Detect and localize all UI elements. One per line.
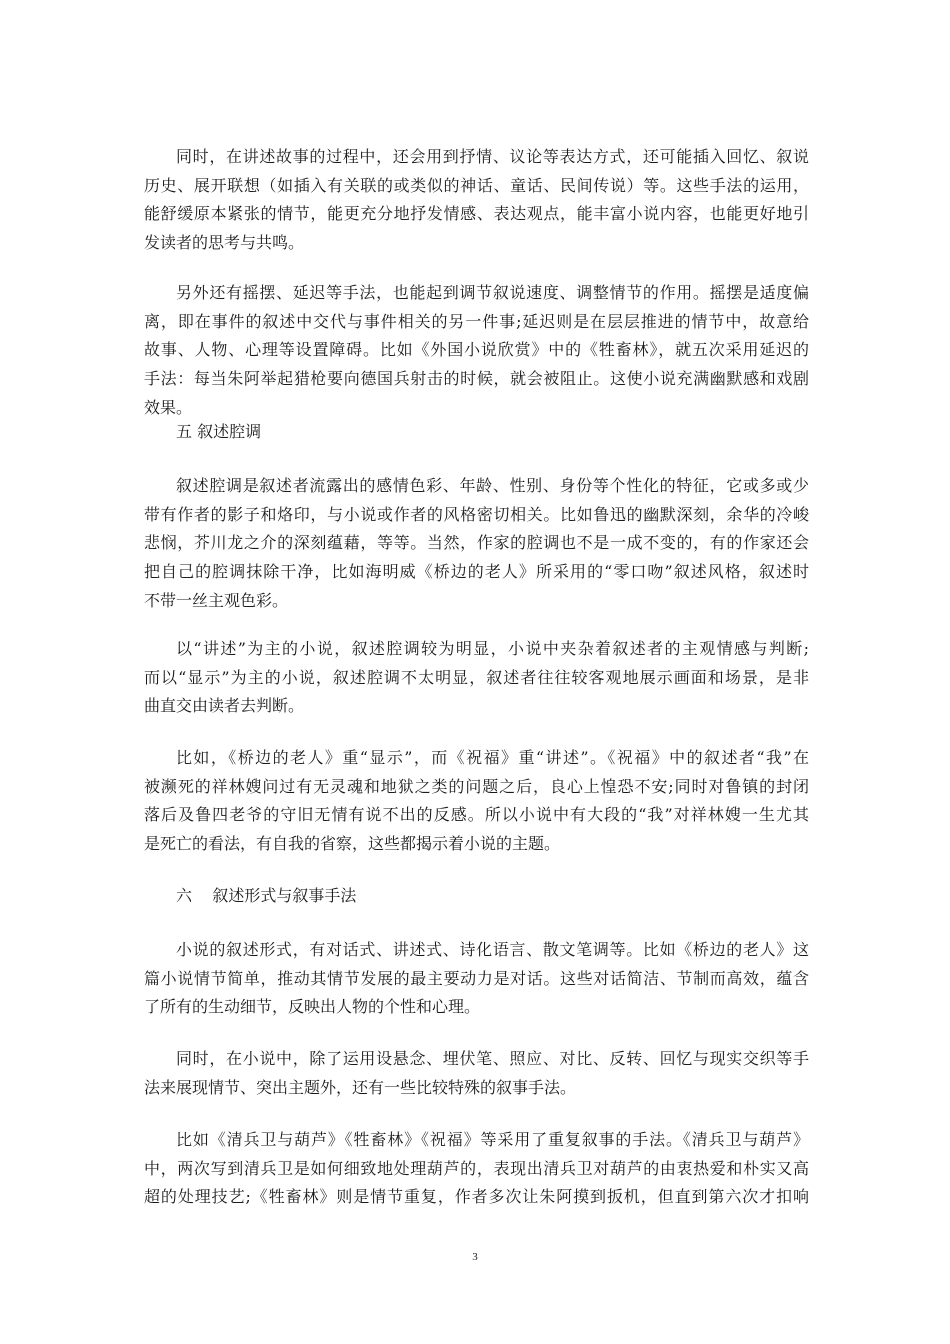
paragraph-line: 而以“显示”为主的小说，叙述腔调不太明显，叙述者往往较客观地展示画面和场景，是非: [144, 667, 809, 687]
paragraph-line: 把自己的腔调抹除干净，比如海明威《桥边的老人》所采用的“零口吻”叙述风格，叙述时: [144, 562, 809, 582]
paragraph-line: 法来展现情节、突出主题外，还有一些比较特殊的叙事手法。: [144, 1077, 577, 1097]
paragraph-line: 了所有的生动细节，反映出人物的个性和心理。: [144, 997, 481, 1017]
paragraph-5: [144, 744, 809, 859]
paragraph-line: 故事、人物、心理等设置障碍。比如《外国小说欣赏》中的《牲畜林》，就五次采用延迟的: [144, 340, 809, 360]
paragraph-line: 历史、展开联想（如插入有关联的或类似的神话、童话、民间传说）等。这些手法的运用，: [144, 175, 809, 195]
paragraph-1: [144, 143, 809, 258]
paragraph-line: 小说的叙述形式，有对话式、讲述式、诗化语言、散文笔调等。比如《桥边的老人》这: [176, 940, 809, 959]
paragraph-line: 是死亡的看法，有自我的省察，这些都揭示着小说的主题。: [144, 834, 561, 854]
paragraph-line: 以“讲述”为主的小说，叙述腔调较为明显，小说中夹杂着叙述者的主观情感与判断;: [176, 639, 809, 658]
paragraph-line: 篇小说情节简单，推动其情节发展的最主要动力是对话。这些对话简洁、节制而高效，蕴含: [144, 968, 809, 988]
paragraph-line: 中，两次写到清兵卫是如何细致地处理葫芦的，表现出清兵卫对葫芦的由衷热爱和朴实又高: [144, 1158, 809, 1178]
paragraph-line: 另外还有摇摆、延迟等手法，也能起到调节叙说速度、调整情节的作用。摇摆是适度偏: [176, 283, 809, 302]
section-heading-five: 五 叙述腔调: [176, 422, 262, 441]
paragraph-4: [144, 635, 809, 721]
paragraph-line: 超的处理技艺;《牲畜林》则是情节重复，作者多次让朱阿摸到扳机，但直到第六次才扣响: [144, 1187, 809, 1207]
paragraph-line: 同时，在讲述故事的过程中，还会用到抒情、议论等表达方式，还可能插入回忆、叙说: [176, 147, 809, 166]
paragraph-2: [144, 279, 809, 422]
paragraph-6: [144, 936, 809, 1022]
paragraph-line: 叙述腔调是叙述者流露出的感情色彩、年龄、性别、身份等个性化的特征，它或多或少: [176, 476, 809, 495]
paragraph-line: 比如《清兵卫与葫芦》《牲畜林》《祝福》等采用了重复叙事的手法。《清兵卫与葫芦》: [176, 1130, 809, 1149]
paragraph-8: [144, 1126, 809, 1212]
paragraph-line: 效果。: [144, 397, 193, 417]
paragraph-line: 比如，《桥边的老人》重“显示”，而《祝福》重“讲述”。《祝福》中的叙述者“我”在: [176, 748, 809, 767]
paragraph-line: 曲直交由读者去判断。: [144, 696, 305, 716]
section-heading-six: 六 叙述形式与叙事手法: [176, 886, 357, 905]
paragraph-line: 手法：每当朱阿举起猎枪要向德国兵射击的时候，就会被阻止。这使小说充满幽默感和戏剧: [144, 369, 809, 389]
paragraph-line: 带有作者的影子和烙印，与小说或作者的风格密切相关。比如鲁迅的幽默深刻，余华的冷峻: [144, 504, 809, 524]
paragraph-line: 离，即在事件的叙述中交代与事件相关的另一件事;延迟则是在层层推进的情节中，故意给: [144, 311, 809, 331]
paragraph-line: 被濒死的祥林嫂问过有无灵魂和地狱之类的问题之后，良心上惶恐不安;同时对鲁镇的封闭: [144, 776, 809, 796]
paragraph-line: 发读者的思考与共鸣。: [144, 233, 305, 253]
paragraph-3: [144, 472, 809, 615]
paragraph-7: [144, 1045, 809, 1102]
page-number: 3: [472, 1251, 478, 1263]
paragraph-line: 落后及鲁四老爷的守旧无情有说不出的反感。所以小说中有大段的“我”对祥林嫂一生尤其: [144, 805, 809, 825]
paragraph-line: 同时，在小说中，除了运用设悬念、埋伏笔、照应、对比、反转、回忆与现实交织等手: [176, 1049, 809, 1068]
paragraph-line: 悲悯，芥川龙之介的深刻蕴藉，等等。当然，作家的腔调也不是一成不变的，有的作家还会: [144, 533, 809, 553]
paragraph-line: 能舒缓原本紧张的情节，能更充分地抒发情感、表达观点，能丰富小说内容，也能更好地引: [144, 204, 809, 224]
paragraph-line: 不带一丝主观色彩。: [144, 590, 289, 610]
